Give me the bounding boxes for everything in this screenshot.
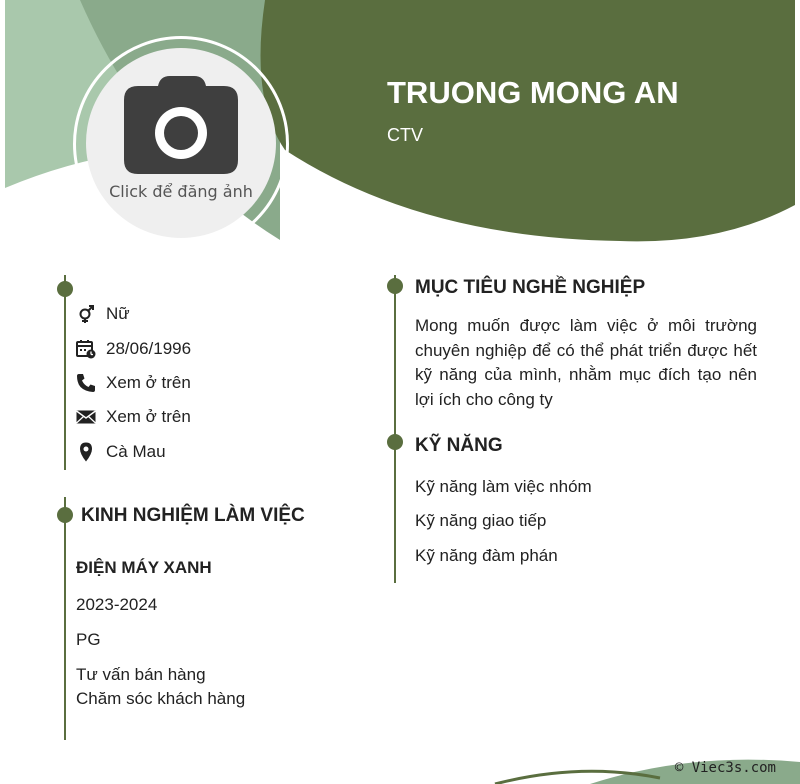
timeline-dot-experience (57, 507, 73, 523)
skills-heading: KỸ NĂNG (415, 435, 503, 456)
timeline-dot-info (57, 281, 73, 297)
avatar-label: Click để đăng ảnh (109, 182, 253, 201)
location-pin-icon (76, 442, 96, 462)
info-gender (76, 302, 130, 326)
experience-period: 2023-2024 (76, 595, 158, 614)
dark-green-shape (261, 0, 796, 241)
objective-heading: MỤC TIÊU NGHỀ NGHIỆP (415, 277, 646, 298)
footer-watermark: © Viec3s.com (674, 760, 776, 776)
candidate-name: TRUONG MONG AN (387, 75, 679, 110)
left-timeline-bottom (64, 497, 66, 740)
camera-icon (124, 76, 238, 176)
info-email (76, 405, 191, 429)
email-value: Xem ở trên (106, 407, 191, 426)
info-phone (76, 371, 191, 395)
info-birthday (76, 337, 191, 361)
experience-company: ĐIỆN MÁY XANH (76, 558, 212, 577)
calendar-icon (76, 339, 96, 359)
left-timeline-top (64, 275, 66, 470)
objective-text: Mong muốn được làm việc ở môi trường chuyên nghiệp để có thể phát triển được hết kỹ năng của mình, nhằm mục đích tạo nên lợi ích cho công ty (415, 316, 757, 409)
gender-icon (76, 304, 96, 324)
avatar-upload[interactable] (86, 48, 276, 238)
skill-item: Kỹ năng làm việc nhóm (415, 477, 592, 496)
skill-item: Kỹ năng giao tiếp (415, 511, 547, 530)
phone-icon (76, 373, 96, 393)
timeline-dot-skills (387, 434, 403, 450)
timeline-dot-objective (387, 278, 403, 294)
address-value: Cà Mau (106, 442, 166, 461)
info-address (76, 440, 166, 464)
experience-role: PG (76, 630, 101, 649)
birthday-value: 28/06/1996 (106, 339, 192, 358)
phone-value: Xem ở trên (106, 373, 191, 392)
envelope-icon (76, 407, 96, 427)
candidate-position: CTV (387, 125, 423, 145)
experience-description: Tư vấn bán hàng Chăm sóc khách hàng (76, 665, 246, 708)
skill-item: Kỹ năng đàm phán (415, 546, 558, 565)
experience-heading: KINH NGHIỆM LÀM VIỆC (81, 505, 305, 526)
gender-value: Nữ (106, 304, 130, 323)
right-timeline (394, 275, 396, 583)
